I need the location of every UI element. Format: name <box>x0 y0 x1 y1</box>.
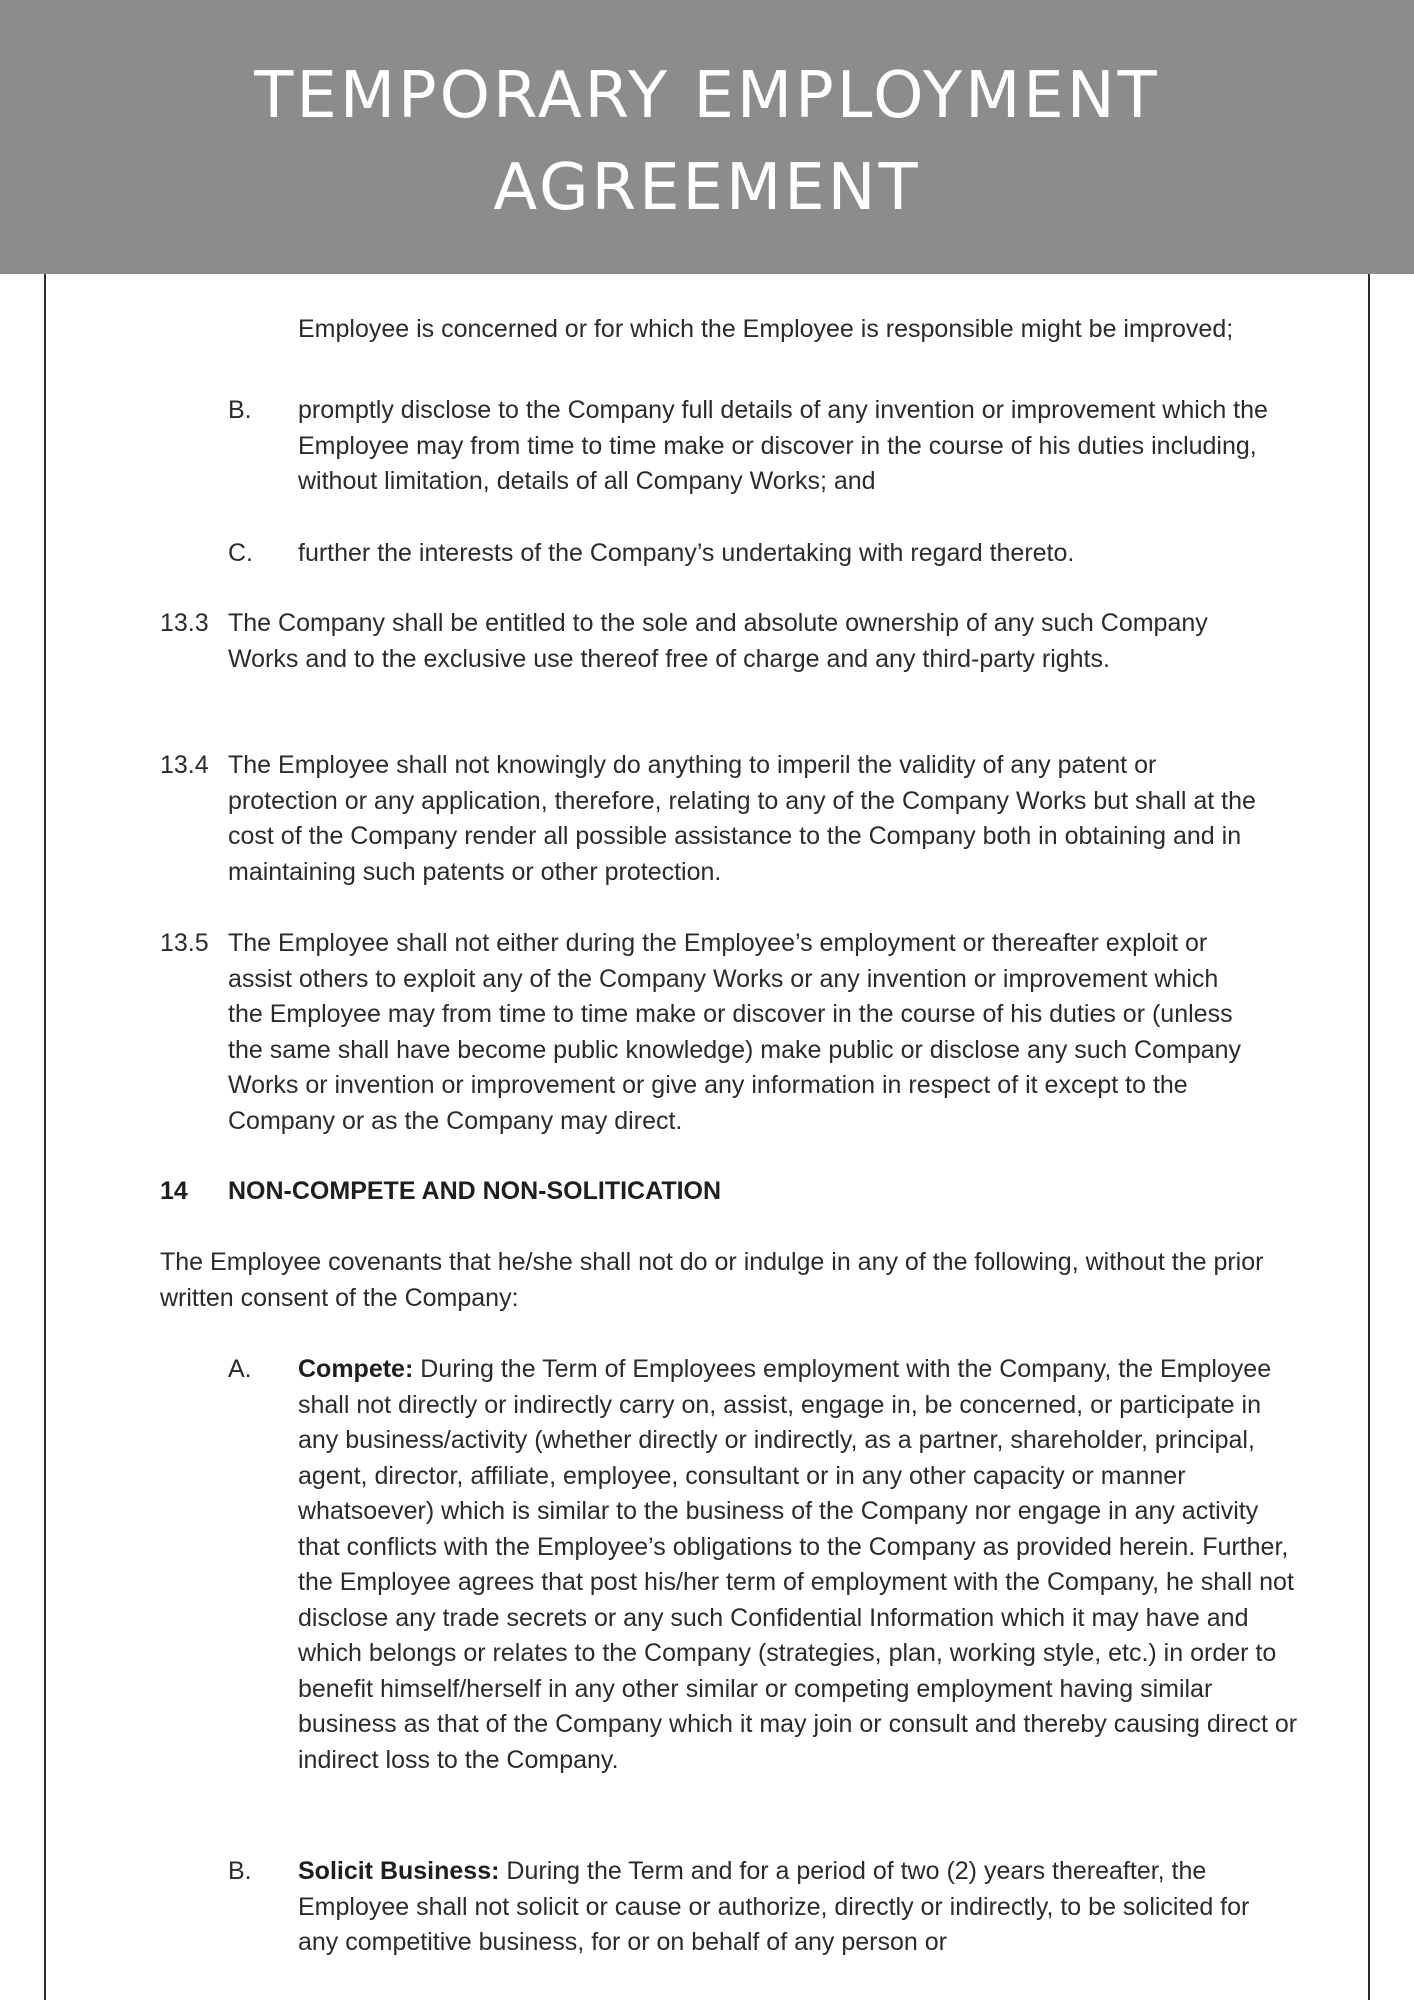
section-title: NON-COMPETE AND NON-SOLITICATION <box>228 1177 722 1205</box>
title-banner <box>0 0 1414 274</box>
item-label: B. <box>228 396 252 424</box>
item-text <box>298 1854 1278 1961</box>
clause-text: The Employee shall not either during the Employee’s employment or thereafter exploit or assist others to exploit any of the Company Works or any invention or improvement which the Employee may from time to time make or discover in the course of his duties or (unless the same shall have become public knowledge) make public or disclose any such Company Works or invention or improvement or give any information in respect of it except to the Company or as the Company may direct. <box>228 929 1242 1135</box>
section-number: 14 <box>160 1177 188 1205</box>
item-title: Solicit Business: <box>298 1857 500 1885</box>
clause-number: 13.4 <box>160 751 209 779</box>
item-text <box>298 1352 1298 1778</box>
item-body: During the Term of Employees employment with the Company, the Employee shall not directly or indirectly carry on, assist, engage in, be concerned, or participate in any business/activity (whether directly or indirectly, as a partner, shareholder, principal, agent, director, affiliate, employee, consultant or in any other capacity or manner whatsoever) which is similar to the business of the Company nor engage in any activity that conflicts with the Employee’s obligations to the Company as provided herein. Further, the Employee agrees that post his/her term of employment with the Company, he shall not disclose any trade secrets or any such Confidential Information which it may have and which belongs or relates to the Company (strategies, plan, working style, etc.) in order to benefit himself/herself in any other similar or competing employment having similar business as that of the Company which it may join or consult and thereby causing direct or indirect loss to the Company. <box>298 1355 1298 1774</box>
item-title: Compete: <box>298 1355 414 1383</box>
item-label: C. <box>228 539 253 567</box>
item-label: B. <box>228 1857 252 1885</box>
item-body: During the Term and for a period of two (2) years thereafter, the Employee shall not solicit or cause or authorize, directly or indirectly, to be solicited for any competitive business, for or on behalf of any person or <box>298 1857 1250 1956</box>
item-label: A. <box>228 1355 252 1383</box>
title-line-2: AGREEMENT <box>493 151 921 225</box>
clause-text: The Company shall be entitled to the sole and absolute ownership of any such Company Works and to the exclusive use thereof free of charge and any third-party rights. <box>228 609 1208 673</box>
clause-number: 13.5 <box>160 929 209 957</box>
section-14-intro: The Employee covenants that he/she shall not do or indulge in any of the following, without the prior written consent of the Company: <box>160 1248 1264 1312</box>
continued-item-text: Employee is concerned or for which the Employee is responsible might be improved; <box>298 315 1234 343</box>
item-text: further the interests of the Company’s undertaking with regard thereto. <box>298 539 1075 567</box>
title-line-1: TEMPORARY EMPLOYMENT <box>254 59 1160 133</box>
clause-text: The Employee shall not knowingly do anything to imperil the validity of any patent or protection or any application, therefore, relating to any of the Company Works but shall at the cost of the Company render all possible assistance to the Company both in obtaining and in maintaining such patents or other protection. <box>228 751 1256 886</box>
item-text: promptly disclose to the Company full details of any invention or improvement which the Employee may from time to time make or discover in the course of his duties including, without limitation, details of all Company Works; and <box>298 396 1268 495</box>
clause-number: 13.3 <box>160 609 209 637</box>
